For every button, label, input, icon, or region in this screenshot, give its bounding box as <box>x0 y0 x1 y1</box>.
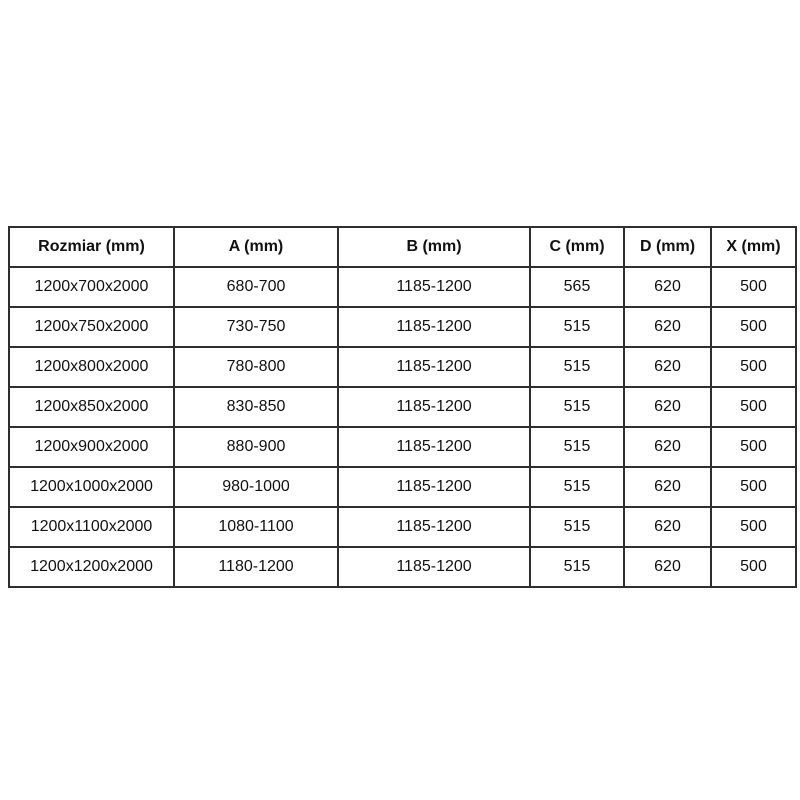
cell-b: 1185-1200 <box>338 387 530 427</box>
cell-rozmiar: 1200x850x2000 <box>9 387 174 427</box>
cell-rozmiar: 1200x800x2000 <box>9 347 174 387</box>
table-row <box>9 467 796 507</box>
cell-b: 1185-1200 <box>338 467 530 507</box>
cell-b: 1185-1200 <box>338 507 530 547</box>
cell-b: 1185-1200 <box>338 307 530 347</box>
cell-x: 500 <box>711 547 796 587</box>
cell-x: 500 <box>711 347 796 387</box>
cell-c: 565 <box>530 267 624 307</box>
cell-c: 515 <box>530 507 624 547</box>
column-header-c: C (mm) <box>530 227 624 267</box>
cell-x: 500 <box>711 427 796 467</box>
cell-a: 680-700 <box>174 267 338 307</box>
column-header-x: X (mm) <box>711 227 796 267</box>
cell-c: 515 <box>530 427 624 467</box>
cell-rozmiar: 1200x1000x2000 <box>9 467 174 507</box>
cell-rozmiar: 1200x750x2000 <box>9 307 174 347</box>
cell-a: 880-900 <box>174 427 338 467</box>
cell-rozmiar: 1200x700x2000 <box>9 267 174 307</box>
cell-b: 1185-1200 <box>338 547 530 587</box>
column-header-a: A (mm) <box>174 227 338 267</box>
column-header-d: D (mm) <box>624 227 711 267</box>
table-row <box>9 507 796 547</box>
column-header-b: B (mm) <box>338 227 530 267</box>
cell-b: 1185-1200 <box>338 427 530 467</box>
cell-a: 980-1000 <box>174 467 338 507</box>
cell-rozmiar: 1200x1100x2000 <box>9 507 174 547</box>
cell-rozmiar: 1200x1200x2000 <box>9 547 174 587</box>
cell-x: 500 <box>711 467 796 507</box>
table-row <box>9 347 796 387</box>
table-row <box>9 307 796 347</box>
cell-a: 780-800 <box>174 347 338 387</box>
cell-b: 1185-1200 <box>338 347 530 387</box>
cell-d: 620 <box>624 467 711 507</box>
column-header-rozmiar: Rozmiar (mm) <box>9 227 174 267</box>
cell-d: 620 <box>624 267 711 307</box>
cell-x: 500 <box>711 267 796 307</box>
cell-x: 500 <box>711 387 796 427</box>
cell-d: 620 <box>624 427 711 467</box>
cell-a: 1180-1200 <box>174 547 338 587</box>
cell-rozmiar: 1200x900x2000 <box>9 427 174 467</box>
cell-d: 620 <box>624 347 711 387</box>
cell-x: 500 <box>711 507 796 547</box>
cell-a: 830-850 <box>174 387 338 427</box>
dimensions-table <box>8 226 797 588</box>
cell-c: 515 <box>530 307 624 347</box>
table-header-row <box>9 227 796 267</box>
cell-d: 620 <box>624 507 711 547</box>
table-row <box>9 267 796 307</box>
table-row <box>9 387 796 427</box>
cell-c: 515 <box>530 467 624 507</box>
cell-c: 515 <box>530 547 624 587</box>
cell-b: 1185-1200 <box>338 267 530 307</box>
cell-a: 1080-1100 <box>174 507 338 547</box>
table-row <box>9 427 796 467</box>
cell-d: 620 <box>624 547 711 587</box>
table-row <box>9 547 796 587</box>
cell-c: 515 <box>530 347 624 387</box>
cell-a: 730-750 <box>174 307 338 347</box>
cell-x: 500 <box>711 307 796 347</box>
cell-c: 515 <box>530 387 624 427</box>
cell-d: 620 <box>624 387 711 427</box>
cell-d: 620 <box>624 307 711 347</box>
